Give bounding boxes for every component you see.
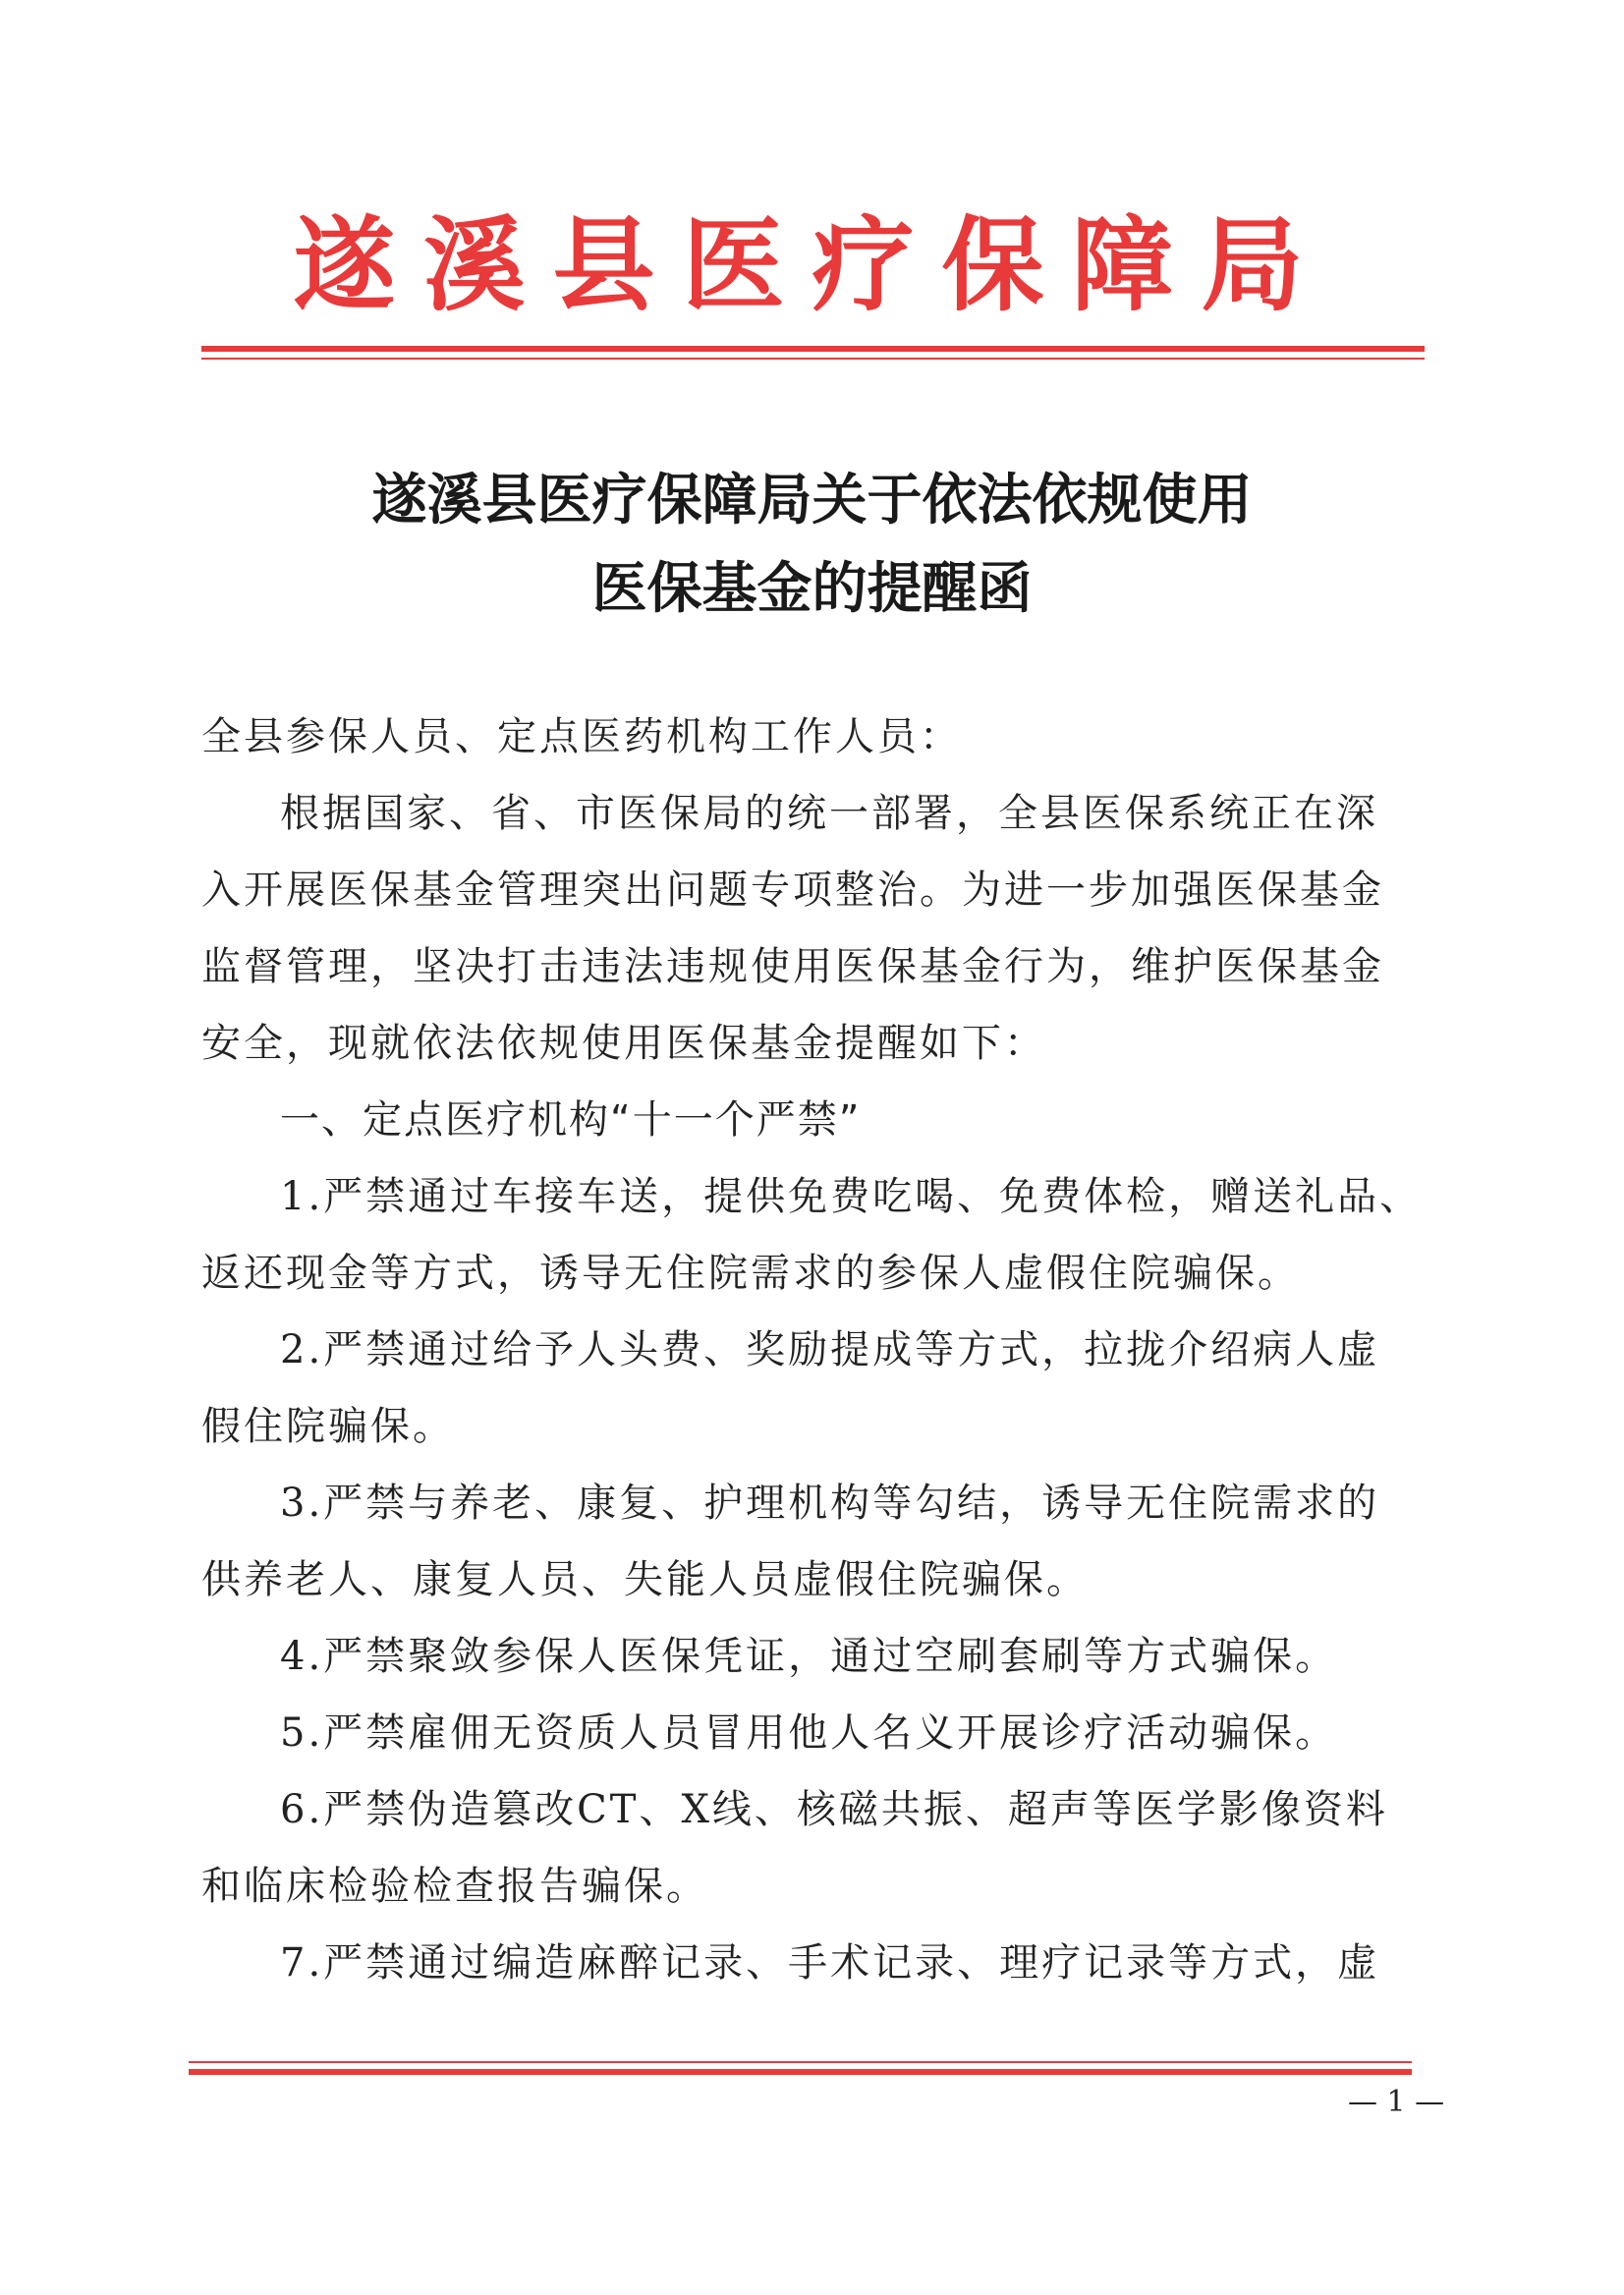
- intro-line-3: 监督管理，坚决打击违法违规使用医保基金行为，维护医保基金: [201, 944, 1384, 989]
- footer-red-rule-thin: [189, 2061, 1412, 2063]
- page-number: — 1 —: [1348, 2085, 1445, 2119]
- item-3-line-1: 3.严禁与养老、康复、护理机构等勾结，诱导无住院需求的: [280, 1481, 1380, 1526]
- document-title-line-1: 遂溪县医疗保障局关于依法依规使用: [371, 469, 1253, 532]
- header-red-rule-thin: [201, 358, 1425, 360]
- section-heading: 一、定点医疗机构“十一个严禁”: [280, 1097, 862, 1143]
- item-1-line-2: 返还现金等方式，诱导无住院需求的参保人虚假住院骗保。: [201, 1251, 1300, 1296]
- item-5-line-1: 5.严禁雇佣无资质人员冒用他人名义开展诊疗活动骗保。: [280, 1710, 1338, 1756]
- intro-line-2: 入开展医保基金管理突出问题专项整治。为进一步加强医保基金: [201, 868, 1384, 913]
- salutation: 全县参保人员、定点医药机构工作人员：: [201, 714, 962, 759]
- intro-line-1: 根据国家、省、市医保局的统一部署，全县医保系统正在深: [280, 791, 1378, 836]
- item-6-line-1: 6.严禁伪造篡改CT、X线、核磁共振、超声等医学影像资料: [280, 1787, 1388, 1832]
- document-title-line-2: 医保基金的提醒函: [591, 557, 1033, 621]
- item-1-line-1: 1.严禁通过车接车送，提供免费吃喝、免费体检，赠送礼品、: [280, 1174, 1423, 1219]
- header-red-rule-thick: [201, 346, 1425, 352]
- item-3-line-2: 供养老人、康复人员、失能人员虚假住院骗保。: [201, 1557, 1089, 1602]
- intro-line-4: 安全，现就依法依规使用医保基金提醒如下：: [201, 1021, 1046, 1066]
- item-6-line-2: 和临床检验检查报告骗保。: [201, 1864, 708, 1909]
- item-2-line-2: 假住院骗保。: [201, 1404, 455, 1449]
- org-header-title: 遂溪县医疗保障局: [293, 204, 1331, 325]
- item-2-line-1: 2.严禁通过给予人头费、奖励提成等方式，拉拢介绍病人虚: [280, 1327, 1380, 1372]
- item-4-line-1: 4.严禁聚敛参保人医保凭证，通过空刷套刷等方式骗保。: [280, 1634, 1338, 1679]
- item-7-line-1: 7.严禁通过编造麻醉记录、手术记录、理疗记录等方式，虚: [280, 1940, 1380, 1986]
- footer-red-rule-thick: [189, 2069, 1412, 2075]
